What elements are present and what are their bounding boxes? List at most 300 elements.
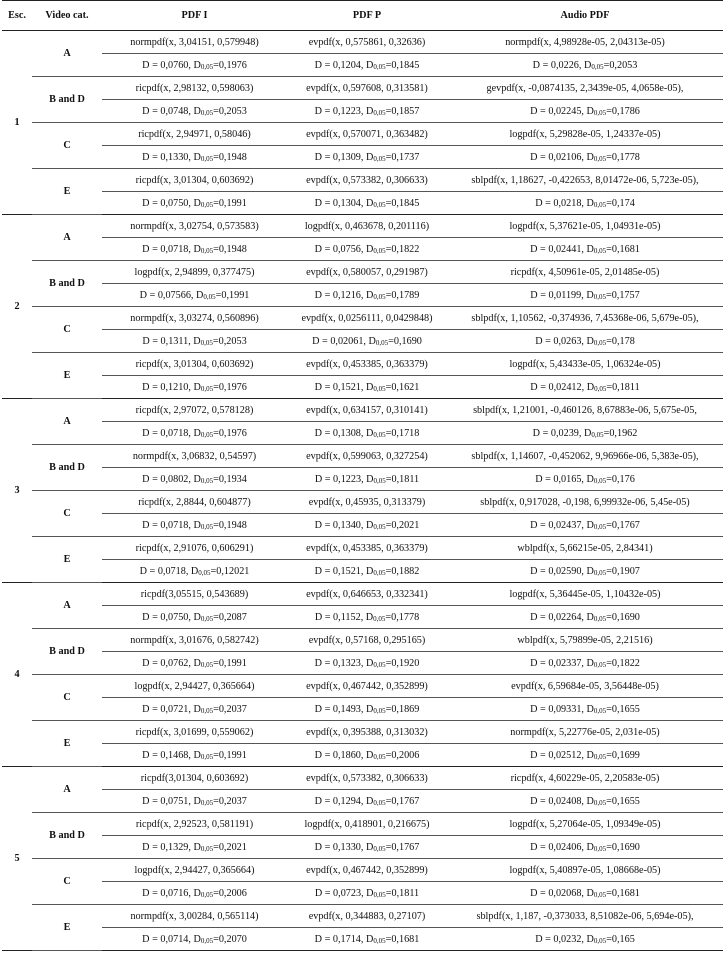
audio-pdf-fit: logpdf(x, 5,43433e-05, 1,06324e-05)	[447, 353, 723, 376]
d-crit-label: D	[586, 151, 594, 163]
d-label: D	[142, 887, 150, 899]
d-crit-value: 0,1778	[611, 151, 640, 163]
d-crit-label: D	[193, 841, 201, 853]
table-row	[2, 169, 723, 192]
d-crit-subscript: 0,05	[373, 522, 386, 531]
audio-ks-test	[447, 146, 723, 169]
d-label: D	[532, 59, 541, 71]
d-label: D	[314, 151, 323, 163]
pdf-p-fit: evpdf(x, 0,597608, 0,313581)	[287, 77, 447, 100]
d-label: D	[142, 59, 150, 71]
d-statistic: D = 0,02590, $D_{0,05}=0,1907$	[530, 565, 640, 577]
d-value: 0,1340	[332, 519, 361, 531]
d-crit-value: 0,1920	[391, 657, 420, 669]
d-crit-value: 0,1757	[611, 289, 640, 301]
table-header	[2, 1, 723, 31]
table-row	[2, 767, 723, 790]
d-label: D	[312, 335, 320, 347]
d-value: 0,1330	[160, 151, 189, 163]
audio-pdf-fit: logpdf(x, 5,37621e-05, 1,04931e-05)	[447, 215, 723, 238]
d-statistic: D = 0,0718, $D_{0,05}=0,12021$	[139, 565, 250, 577]
d-statistic: D = 0,0756, $D_{0,05}=0,1822$	[314, 243, 420, 255]
d-crit-value: 0,1681	[611, 887, 640, 899]
d-crit-value: 0,1991	[218, 197, 247, 209]
d-crit-value: 0,1786	[611, 105, 640, 117]
d-statistic: D = 0,1308, $D_{0,05}=0,1718$	[314, 427, 420, 439]
d-label: D	[314, 243, 323, 255]
d-crit-value: 0,1857	[391, 105, 420, 117]
d-label: D	[530, 749, 538, 761]
d-crit-value: 0,1655	[611, 795, 640, 807]
d-statistic: D = 0,09331, $D_{0,05}=0,1655$	[530, 703, 640, 715]
d-crit-subscript: 0,05	[593, 936, 607, 945]
d-label: D	[530, 657, 538, 669]
d-value: 0,0218	[553, 197, 582, 209]
video-category: B and D	[32, 261, 102, 307]
header-video-cat: Video cat.	[32, 1, 102, 31]
d-crit-value: 0,1948	[218, 243, 247, 255]
d-crit-subscript: 0,05	[200, 246, 214, 255]
audio-ks-test	[447, 238, 723, 261]
d-label: D	[314, 381, 323, 393]
d-crit-value: 0,1690	[393, 335, 422, 347]
pdf-i-fit: ricpdf(x, 3,01304, 0,603692)	[102, 353, 287, 376]
d-crit-label: D	[586, 381, 595, 393]
d-crit-subscript: 0,05	[373, 292, 386, 301]
d-crit-subscript: 0,05	[593, 292, 606, 301]
d-label: D	[535, 473, 543, 485]
d-statistic: D = 0,0716, $D_{0,05}=0,2006$	[142, 887, 247, 899]
d-crit-value: 0,165	[611, 933, 635, 945]
audio-pdf-fit: wblpdf(x, 5,66215e-05, 2,84341)	[447, 537, 723, 560]
video-category: A	[32, 31, 102, 77]
d-label: D	[139, 289, 147, 301]
d-crit-value: 0,1934	[218, 473, 247, 485]
d-label: D	[142, 473, 150, 485]
d-label: D	[142, 243, 150, 255]
d-statistic: D = 0,1223, $D_{0,05}=0,1811$	[314, 473, 420, 485]
d-crit-subscript: 0,05	[373, 752, 386, 761]
d-crit-subscript: 0,05	[373, 614, 386, 623]
pdf-i-fit: ricpdf(x, 2,98132, 0,598063)	[102, 77, 287, 100]
pdf-p-ks-test	[287, 928, 447, 951]
pdf-p-fit: evpdf(x, 0,453385, 0,363379)	[287, 537, 447, 560]
pdf-p-fit: evpdf(x, 0,467442, 0,352899)	[287, 675, 447, 698]
d-crit-value: 0,2053	[218, 335, 247, 347]
d-crit-value: 0,2037	[218, 795, 247, 807]
audio-pdf-fit: logpdf(x, 5,36445e-05, 1,10432e-05)	[447, 583, 723, 606]
d-value: 0,0718	[157, 565, 186, 577]
d-value: 0,1152	[333, 611, 361, 623]
d-value: 0,0716	[160, 887, 189, 899]
pdf-p-fit: logpdf(x, 0,463678, 0,201116)	[287, 215, 447, 238]
d-crit-value: 0,1681	[611, 243, 640, 255]
pdf-i-fit: ricpdf(x, 3,01699, 0,559062)	[102, 721, 287, 744]
d-crit-value: 0,1811	[612, 381, 640, 393]
audio-ks-test	[447, 468, 723, 491]
d-crit-subscript: 0,05	[200, 844, 214, 853]
d-statistic: D = 0,1493, $D_{0,05}=0,1869$	[314, 703, 420, 715]
pdf-i-ks-test	[102, 330, 287, 353]
d-crit-subscript: 0,05	[373, 568, 386, 577]
d-label: D	[530, 105, 538, 117]
video-category: E	[32, 537, 102, 583]
d-label: D	[314, 749, 323, 761]
d-crit-value: 0,1822	[391, 243, 420, 255]
d-crit-subscript: 0,05	[373, 108, 386, 117]
d-statistic: D = 0,1714, $D_{0,05}=0,1681$	[314, 933, 420, 945]
table-row	[2, 261, 723, 284]
d-crit-label: D	[365, 565, 374, 577]
table-row	[2, 675, 723, 698]
pdf-i-fit: ricpdf(3,05515, 0,543689)	[102, 583, 287, 606]
d-statistic: D = 0,0723, $D_{0,05}=0,1811$	[314, 887, 420, 899]
d-value: 0,1223	[332, 105, 361, 117]
d-statistic: D = 0,01199, $D_{0,05}=0,1757$	[530, 289, 640, 301]
d-crit-label: D	[193, 381, 201, 393]
scenario-group	[2, 399, 723, 583]
pdf-p-ks-test	[287, 54, 447, 77]
d-label: D	[142, 841, 150, 853]
d-statistic: D = 0,0750, $D_{0,05}=0,1991$	[142, 197, 247, 209]
d-crit-label: D	[365, 197, 374, 209]
d-crit-subscript: 0,05	[200, 200, 214, 209]
d-crit-subscript: 0,05	[200, 62, 214, 71]
d-crit-subscript: 0,05	[373, 384, 386, 393]
d-crit-subscript: 0,05	[593, 568, 607, 577]
d-crit-value: 0,1699	[611, 749, 640, 761]
d-crit-value: 0,176	[611, 473, 635, 485]
d-crit-subscript: 0,05	[200, 430, 214, 439]
audio-ks-test	[447, 192, 723, 215]
d-crit-subscript: 0,05	[593, 108, 607, 117]
pdf-i-fit: ricpdf(x, 3,01304, 0,603692)	[102, 169, 287, 192]
d-value: 0,1860	[332, 749, 361, 761]
pdf-i-ks-test	[102, 238, 287, 261]
d-crit-value: 0,1991	[218, 657, 247, 669]
d-statistic: D = 0,0718, $D_{0,05}=0,1948$	[142, 243, 247, 255]
d-value: 0,02264	[548, 611, 582, 623]
d-crit-label: D	[193, 795, 201, 807]
pdf-i-ks-test	[102, 744, 287, 767]
d-label: D	[530, 841, 538, 853]
d-value: 0,02245	[548, 105, 582, 117]
d-crit-subscript: 0,05	[373, 798, 386, 807]
d-crit-subscript: 0,05	[198, 568, 211, 577]
pdf-p-ks-test	[287, 882, 447, 905]
d-crit-subscript: 0,05	[200, 890, 214, 899]
table-row	[2, 100, 723, 123]
d-label: D	[314, 289, 323, 301]
d-statistic: D = 0,0750, $D_{0,05}=0,2087$	[142, 611, 247, 623]
audio-pdf-fit: sblpdf(x, 1,21001, -0,460126, 8,67883e-06, 5,675e-05,	[447, 399, 723, 422]
d-crit-subscript: 0,05	[373, 154, 386, 163]
d-label: D	[142, 427, 150, 439]
pdf-i-ks-test	[102, 422, 287, 445]
d-value: 0,02412	[548, 381, 582, 393]
pdf-i-ks-test	[102, 698, 287, 721]
d-crit-label: D	[586, 519, 594, 531]
d-crit-value: 0,174	[611, 197, 635, 209]
scenario-group	[2, 767, 723, 951]
d-crit-label: D	[365, 933, 374, 945]
video-category: E	[32, 905, 102, 951]
d-crit-label: D	[365, 289, 374, 301]
d-crit-subscript: 0,05	[200, 798, 214, 807]
pdf-i-fit: normpdf(x, 3,04151, 0,579948)	[102, 31, 287, 54]
pdf-i-ks-test	[102, 468, 287, 491]
d-crit-label: D	[365, 243, 374, 255]
d-statistic: D = 0,0721, $D_{0,05}=0,2037$	[142, 703, 247, 715]
d-label: D	[142, 519, 150, 531]
audio-ks-test	[447, 514, 723, 537]
scenario-group	[2, 215, 723, 399]
d-label: D	[535, 197, 543, 209]
d-crit-value: 0,2006	[218, 887, 247, 899]
video-category: B and D	[32, 77, 102, 123]
d-crit-value: 0,1681	[391, 933, 420, 945]
d-statistic: D = 0,02245, $D_{0,05}=0,1786$	[530, 105, 640, 117]
audio-ks-test	[447, 330, 723, 353]
d-statistic: D = 0,1216, $D_{0,05}=0,1789$	[314, 289, 420, 301]
table-row	[2, 54, 723, 77]
audio-pdf-fit: sblpdf(x, 1,10562, -0,374936, 7,45368e-06, 5,679e-05),	[447, 307, 723, 330]
d-statistic: D = 0,1323, $D_{0,05}=0,1920$	[314, 657, 420, 669]
d-value: 0,09331	[548, 703, 582, 715]
d-crit-subscript: 0,05	[593, 752, 607, 761]
d-value: 0,0263	[553, 335, 582, 347]
video-category: A	[32, 767, 102, 813]
d-value: 0,1308	[332, 427, 361, 439]
d-statistic: D = 0,0263, $D_{0,05}=0,178$	[535, 335, 635, 347]
d-crit-label: D	[193, 703, 201, 715]
pdf-p-ks-test	[287, 606, 447, 629]
pdf-p-ks-test	[287, 330, 447, 353]
d-value: 0,02061	[330, 335, 364, 347]
scenario-number: 5	[2, 767, 32, 951]
video-category: E	[32, 169, 102, 215]
d-crit-label: D	[586, 243, 594, 255]
d-crit-label: D	[365, 151, 374, 163]
table-row	[2, 238, 723, 261]
table-row	[2, 652, 723, 675]
table-row	[2, 192, 723, 215]
d-statistic: D = 0,02264, $D_{0,05}=0,1690$	[530, 611, 640, 623]
d-crit-subscript: 0,05	[593, 660, 607, 669]
d-crit-value: 0,12021	[216, 565, 250, 577]
d-label: D	[530, 381, 538, 393]
d-crit-subscript: 0,05	[200, 522, 214, 531]
d-crit-subscript: 0,05	[593, 798, 607, 807]
audio-ks-test	[447, 560, 723, 583]
audio-pdf-fit: evpdf(x, 6,59684e-05, 3,56448e-05)	[447, 675, 723, 698]
d-crit-label: D	[365, 749, 374, 761]
d-label: D	[530, 565, 538, 577]
pdf-p-fit: evpdf(x, 0,573382, 0,306633)	[287, 767, 447, 790]
audio-ks-test	[447, 606, 723, 629]
pdf-i-fit: ricpdf(x, 2,91076, 0,606291)	[102, 537, 287, 560]
d-crit-label: D	[365, 795, 374, 807]
d-crit-value: 0,1621	[391, 381, 420, 393]
pdf-p-ks-test	[287, 468, 447, 491]
header-audio-pdf: Audio PDF	[447, 1, 723, 31]
d-crit-label: D	[196, 289, 204, 301]
scenario-number: 2	[2, 215, 32, 399]
d-crit-label: D	[193, 519, 201, 531]
d-statistic: D = 0,02408, $D_{0,05}=0,1655$	[530, 795, 640, 807]
audio-ks-test	[447, 422, 723, 445]
d-crit-value: 0,1976	[218, 59, 247, 71]
d-statistic: D = 0,1204, $D_{0,05}=0,1845$	[314, 59, 420, 71]
d-value: 0,0760	[160, 59, 189, 71]
video-category: A	[32, 583, 102, 629]
d-value: 0,1210	[160, 381, 189, 393]
d-label: D	[530, 887, 538, 899]
pdf-p-ks-test	[287, 744, 447, 767]
table-row	[2, 859, 723, 882]
d-crit-subscript: 0,05	[200, 660, 214, 669]
d-crit-subscript: 0,05	[200, 338, 213, 347]
d-crit-label: D	[586, 703, 594, 715]
audio-ks-test	[447, 928, 723, 951]
video-category: E	[32, 721, 102, 767]
d-label: D	[530, 243, 538, 255]
table-row	[2, 560, 723, 583]
d-statistic: D = 0,1210, $D_{0,05}=0,1976$	[142, 381, 247, 393]
d-statistic: D = 0,02068, $D_{0,05}=0,1681$	[530, 887, 640, 899]
d-crit-value: 0,2070	[218, 933, 247, 945]
d-crit-subscript: 0,05	[200, 614, 214, 623]
pdf-i-fit: normpdf(x, 3,06832, 0,54597)	[102, 445, 287, 468]
pdf-i-fit: logpdf(x, 2,94427, 0,365664)	[102, 675, 287, 698]
d-value: 0,0232	[553, 933, 582, 945]
video-category: C	[32, 123, 102, 169]
d-crit-label: D	[193, 473, 201, 485]
d-label: D	[314, 933, 323, 945]
pdf-i-ks-test	[102, 560, 287, 583]
d-crit-label: D	[365, 105, 374, 117]
d-statistic: D = 0,0165, $D_{0,05}=0,176$	[535, 473, 635, 485]
d-label: D	[142, 611, 150, 623]
audio-pdf-fit: sblpdf(x, 0,917028, -0,198, 6,99932e-06, 5,45e-05)	[447, 491, 723, 514]
d-value: 0,1493	[332, 703, 361, 715]
table-row	[2, 698, 723, 721]
d-value: 0,1330	[332, 841, 361, 853]
d-value: 0,0751	[160, 795, 189, 807]
d-crit-label: D	[583, 427, 592, 439]
d-crit-subscript: 0,05	[593, 338, 607, 347]
pdf-i-fit: ricpdf(x, 2,92523, 0,581191)	[102, 813, 287, 836]
table-row	[2, 537, 723, 560]
d-statistic: D = 0,02412, $D_{0,05}=0,1811$	[530, 381, 640, 393]
d-label: D	[142, 703, 150, 715]
d-label: D	[142, 151, 150, 163]
d-label: D	[314, 703, 323, 715]
pdf-i-fit: logpdf(x, 2,94427, 0,365664)	[102, 859, 287, 882]
d-statistic: D = 0,0762, $D_{0,05}=0,1991$	[142, 657, 247, 669]
d-crit-label: D	[586, 105, 594, 117]
audio-ks-test	[447, 284, 723, 307]
d-statistic: D = 0,02512, $D_{0,05}=0,1699$	[530, 749, 640, 761]
pdf-i-ks-test	[102, 376, 287, 399]
pdf-i-ks-test	[102, 652, 287, 675]
d-statistic: D = 0,1330, $D_{0,05}=0,1948$	[142, 151, 247, 163]
d-crit-label: D	[365, 703, 374, 715]
d-statistic: D = 0,1294, $D_{0,05}=0,1767$	[314, 795, 420, 807]
video-category: B and D	[32, 813, 102, 859]
d-crit-label: D	[193, 243, 201, 255]
d-label: D	[530, 795, 538, 807]
table-row	[2, 813, 723, 836]
pdf-p-ks-test	[287, 698, 447, 721]
pdf-p-ks-test	[287, 790, 447, 813]
d-crit-label: D	[368, 335, 376, 347]
d-label: D	[314, 519, 323, 531]
d-crit-value: 0,1976	[218, 381, 247, 393]
d-label: D	[139, 565, 147, 577]
pdf-p-fit: evpdf(x, 0,634157, 0,310141)	[287, 399, 447, 422]
d-crit-label: D	[193, 335, 201, 347]
d-crit-label: D	[586, 335, 594, 347]
d-crit-value: 0,1690	[611, 611, 640, 623]
d-statistic: D = 0,1330, $D_{0,05}=0,1767$	[314, 841, 420, 853]
pdf-p-fit: evpdf(x, 0,453385, 0,363379)	[287, 353, 447, 376]
pdf-p-fit: evpdf(x, 0,344883, 0,27107)	[287, 905, 447, 928]
pdf-i-fit: normpdf(x, 3,00284, 0,565114)	[102, 905, 287, 928]
d-label: D	[314, 795, 323, 807]
d-crit-label: D	[190, 565, 199, 577]
distribution-fit-table	[2, 0, 723, 951]
d-crit-value: 0,2087	[218, 611, 247, 623]
d-crit-label: D	[586, 887, 594, 899]
audio-pdf-fit: sblpdf(x, 1,18627, -0,422653, 8,01472e-06, 5,723e-05),	[447, 169, 723, 192]
d-crit-value: 0,1789	[391, 289, 420, 301]
d-value: 0,0723	[333, 887, 362, 899]
audio-ks-test	[447, 376, 723, 399]
d-statistic: D = 0,1311, $D_{0,05}=0,2053$	[142, 335, 247, 347]
d-label: D	[530, 519, 538, 531]
pdf-p-fit: evpdf(x, 0,570071, 0,363482)	[287, 123, 447, 146]
audio-pdf-fit: logpdf(x, 5,27064e-05, 1,09349e-05)	[447, 813, 723, 836]
d-label: D	[314, 887, 323, 899]
pdf-p-ks-test	[287, 376, 447, 399]
d-statistic: D = 0,0802, $D_{0,05}=0,1934$	[142, 473, 247, 485]
d-crit-subscript: 0,05	[594, 384, 607, 393]
pdf-p-fit: evpdf(x, 0,599063, 0,327254)	[287, 445, 447, 468]
audio-pdf-fit: wblpdf(x, 5,79899e-05, 2,21516)	[447, 629, 723, 652]
pdf-i-ks-test	[102, 514, 287, 537]
d-crit-value: 0,2006	[391, 749, 420, 761]
pdf-i-fit: ricpdf(x, 2,8844, 0,604877)	[102, 491, 287, 514]
header-esc: Esc.	[2, 1, 32, 31]
d-crit-value: 0,1690	[611, 841, 640, 853]
pdf-p-ks-test	[287, 836, 447, 859]
d-crit-subscript: 0,05	[373, 200, 386, 209]
d-crit-label: D	[586, 611, 594, 623]
results-table-container	[2, 0, 723, 951]
pdf-p-fit: evpdf(x, 0,467442, 0,352899)	[287, 859, 447, 882]
d-crit-value: 0,2037	[218, 703, 247, 715]
d-crit-label: D	[193, 933, 201, 945]
pdf-p-fit: evpdf(x, 0,573382, 0,306633)	[287, 169, 447, 192]
video-category: A	[32, 215, 102, 261]
table-row	[2, 353, 723, 376]
d-value: 0,0748	[160, 105, 189, 117]
d-crit-value: 0,1767	[611, 519, 640, 531]
d-label: D	[142, 335, 150, 347]
table-row	[2, 744, 723, 767]
pdf-p-fit: evpdf(x, 0,646653, 0,332341)	[287, 583, 447, 606]
